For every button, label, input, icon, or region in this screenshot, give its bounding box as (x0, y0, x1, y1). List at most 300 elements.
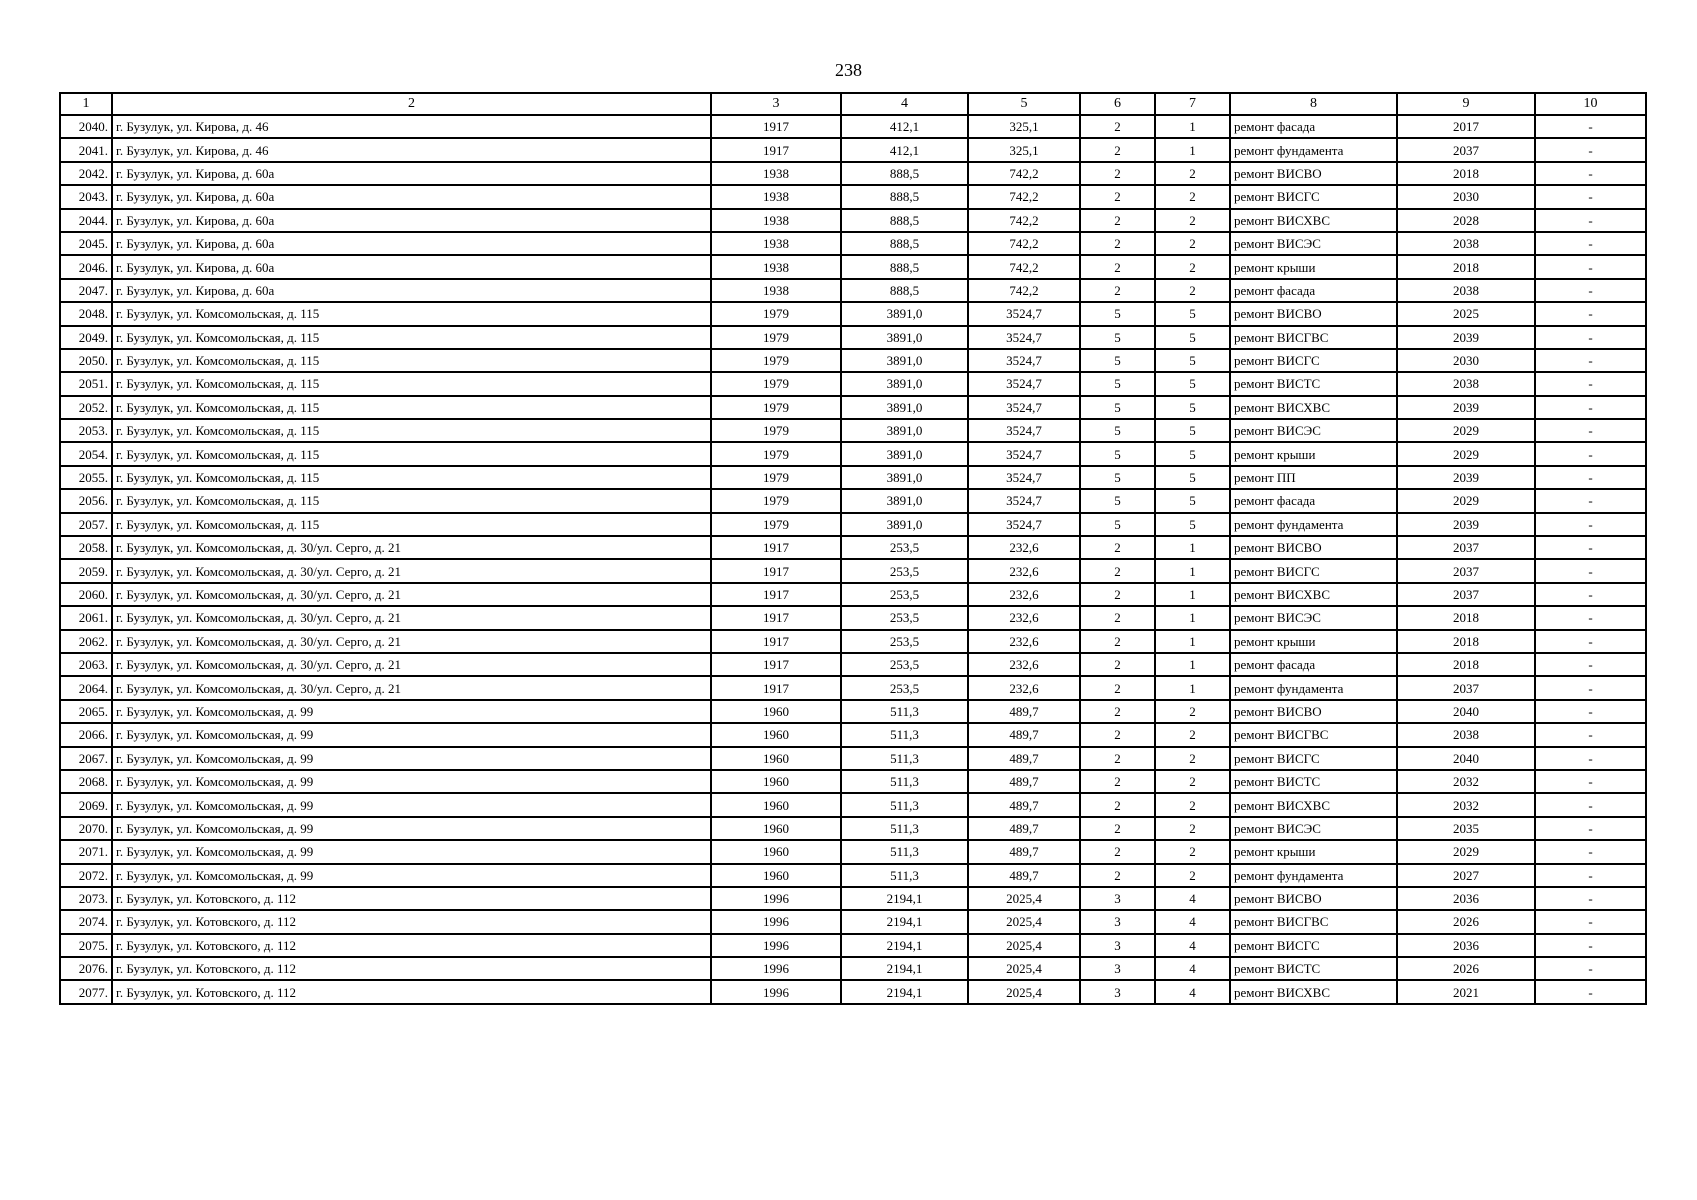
cell-work-type: ремонт ВИСГС (1230, 185, 1397, 208)
cell-note: - (1535, 302, 1646, 325)
cell-floors: 2 (1080, 864, 1155, 887)
cell-floors: 5 (1080, 302, 1155, 325)
cell-total-area: 3891,0 (841, 466, 968, 489)
table-row (60, 606, 1646, 629)
cell-work-type: ремонт ВИСЭС (1230, 419, 1397, 442)
cell-year-built: 1979 (711, 302, 841, 325)
cell-entrances: 2 (1155, 279, 1230, 302)
cell-floors: 5 (1080, 349, 1155, 372)
column-header-6: 6 (1080, 93, 1155, 115)
cell-note: - (1535, 255, 1646, 278)
cell-entrances: 4 (1155, 887, 1230, 910)
cell-work-type: ремонт ВИСТС (1230, 957, 1397, 980)
cell-floors: 3 (1080, 887, 1155, 910)
table-row (60, 162, 1646, 185)
cell-planned-year: 2036 (1397, 934, 1535, 957)
cell-entrances: 1 (1155, 606, 1230, 629)
cell-work-type: ремонт ВИСЭС (1230, 232, 1397, 255)
cell-work-type: ремонт фасада (1230, 279, 1397, 302)
cell-entrances: 2 (1155, 840, 1230, 863)
cell-total-area: 2194,1 (841, 910, 968, 933)
table-row (60, 770, 1646, 793)
cell-row-number: 2076. (60, 957, 112, 980)
cell-note: - (1535, 957, 1646, 980)
cell-floors: 2 (1080, 817, 1155, 840)
cell-entrances: 2 (1155, 864, 1230, 887)
cell-year-built: 1917 (711, 630, 841, 653)
cell-year-built: 1917 (711, 606, 841, 629)
cell-row-number: 2047. (60, 279, 112, 302)
table-row (60, 934, 1646, 957)
cell-work-type: ремонт ВИСВО (1230, 302, 1397, 325)
cell-entrances: 5 (1155, 466, 1230, 489)
cell-row-number: 2050. (60, 349, 112, 372)
cell-total-area: 511,3 (841, 747, 968, 770)
cell-year-built: 1938 (711, 255, 841, 278)
cell-address: г. Бузулук, ул. Котовского, д. 112 (112, 887, 711, 910)
cell-total-area: 2194,1 (841, 980, 968, 1003)
cell-living-area: 2025,4 (968, 934, 1080, 957)
cell-floors: 2 (1080, 653, 1155, 676)
cell-total-area: 511,3 (841, 700, 968, 723)
cell-floors: 5 (1080, 326, 1155, 349)
cell-note: - (1535, 653, 1646, 676)
cell-year-built: 1917 (711, 138, 841, 161)
table-row (60, 326, 1646, 349)
cell-work-type: ремонт ВИСГС (1230, 349, 1397, 372)
cell-floors: 3 (1080, 957, 1155, 980)
cell-row-number: 2060. (60, 583, 112, 606)
cell-total-area: 253,5 (841, 536, 968, 559)
cell-total-area: 412,1 (841, 115, 968, 138)
table-row (60, 840, 1646, 863)
cell-floors: 3 (1080, 980, 1155, 1003)
cell-year-built: 1917 (711, 115, 841, 138)
cell-row-number: 2072. (60, 864, 112, 887)
column-header-2: 2 (112, 93, 711, 115)
cell-year-built: 1996 (711, 957, 841, 980)
cell-year-built: 1960 (711, 817, 841, 840)
cell-living-area: 3524,7 (968, 349, 1080, 372)
cell-note: - (1535, 162, 1646, 185)
cell-note: - (1535, 817, 1646, 840)
cell-year-built: 1960 (711, 700, 841, 723)
cell-address: г. Бузулук, ул. Кирова, д. 46 (112, 115, 711, 138)
cell-floors: 5 (1080, 419, 1155, 442)
cell-floors: 2 (1080, 115, 1155, 138)
table-row (60, 817, 1646, 840)
cell-row-number: 2042. (60, 162, 112, 185)
table-row (60, 864, 1646, 887)
cell-total-area: 511,3 (841, 723, 968, 746)
cell-total-area: 3891,0 (841, 396, 968, 419)
cell-planned-year: 2037 (1397, 138, 1535, 161)
cell-entrances: 2 (1155, 162, 1230, 185)
cell-row-number: 2054. (60, 442, 112, 465)
cell-entrances: 4 (1155, 910, 1230, 933)
cell-floors: 2 (1080, 723, 1155, 746)
cell-address: г. Бузулук, ул. Комсомольская, д. 30/ул. Серго, д. 21 (112, 583, 711, 606)
cell-living-area: 232,6 (968, 676, 1080, 699)
cell-entrances: 4 (1155, 980, 1230, 1003)
cell-entrances: 2 (1155, 817, 1230, 840)
cell-living-area: 742,2 (968, 279, 1080, 302)
cell-row-number: 2070. (60, 817, 112, 840)
cell-row-number: 2051. (60, 372, 112, 395)
cell-floors: 5 (1080, 372, 1155, 395)
cell-address: г. Бузулук, ул. Комсомольская, д. 30/ул. Серго, д. 21 (112, 559, 711, 582)
cell-work-type: ремонт ВИСГС (1230, 934, 1397, 957)
cell-note: - (1535, 115, 1646, 138)
cell-note: - (1535, 279, 1646, 302)
cell-living-area: 3524,7 (968, 419, 1080, 442)
cell-planned-year: 2018 (1397, 162, 1535, 185)
cell-note: - (1535, 583, 1646, 606)
cell-living-area: 3524,7 (968, 302, 1080, 325)
cell-entrances: 5 (1155, 396, 1230, 419)
cell-year-built: 1996 (711, 910, 841, 933)
cell-living-area: 2025,4 (968, 957, 1080, 980)
cell-year-built: 1979 (711, 489, 841, 512)
cell-entrances: 5 (1155, 513, 1230, 536)
cell-work-type: ремонт фундамента (1230, 676, 1397, 699)
cell-floors: 2 (1080, 700, 1155, 723)
cell-total-area: 3891,0 (841, 419, 968, 442)
cell-note: - (1535, 840, 1646, 863)
cell-address: г. Бузулук, ул. Котовского, д. 112 (112, 957, 711, 980)
cell-address: г. Бузулук, ул. Комсомольская, д. 30/ул. Серго, д. 21 (112, 676, 711, 699)
cell-planned-year: 2037 (1397, 583, 1535, 606)
column-header-10: 10 (1535, 93, 1646, 115)
cell-entrances: 5 (1155, 326, 1230, 349)
cell-floors: 5 (1080, 442, 1155, 465)
cell-total-area: 3891,0 (841, 513, 968, 536)
cell-year-built: 1917 (711, 653, 841, 676)
cell-planned-year: 2028 (1397, 209, 1535, 232)
cell-work-type: ремонт ВИСХВС (1230, 980, 1397, 1003)
cell-year-built: 1979 (711, 442, 841, 465)
cell-work-type: ремонт ВИСВО (1230, 887, 1397, 910)
cell-row-number: 2077. (60, 980, 112, 1003)
cell-living-area: 232,6 (968, 630, 1080, 653)
cell-work-type: ремонт ВИСТС (1230, 770, 1397, 793)
table-row (60, 700, 1646, 723)
cell-address: г. Бузулук, ул. Кирова, д. 46 (112, 138, 711, 161)
cell-note: - (1535, 466, 1646, 489)
table-row (60, 957, 1646, 980)
table-row (60, 489, 1646, 512)
cell-entrances: 2 (1155, 770, 1230, 793)
table-row (60, 513, 1646, 536)
cell-entrances: 5 (1155, 372, 1230, 395)
cell-work-type: ремонт фасада (1230, 489, 1397, 512)
cell-year-built: 1996 (711, 887, 841, 910)
cell-work-type: ремонт крыши (1230, 840, 1397, 863)
cell-row-number: 2059. (60, 559, 112, 582)
cell-total-area: 253,5 (841, 630, 968, 653)
cell-work-type: ремонт фасада (1230, 115, 1397, 138)
cell-work-type: ремонт фундамента (1230, 864, 1397, 887)
cell-year-built: 1979 (711, 513, 841, 536)
cell-work-type: ремонт ВИСВО (1230, 536, 1397, 559)
table-row (60, 747, 1646, 770)
cell-entrances: 5 (1155, 489, 1230, 512)
cell-work-type: ремонт ПП (1230, 466, 1397, 489)
cell-total-area: 3891,0 (841, 326, 968, 349)
cell-living-area: 489,7 (968, 770, 1080, 793)
cell-floors: 2 (1080, 162, 1155, 185)
cell-address: г. Бузулук, ул. Комсомольская, д. 115 (112, 302, 711, 325)
table-row (60, 209, 1646, 232)
cell-living-area: 2025,4 (968, 980, 1080, 1003)
table-row (60, 583, 1646, 606)
cell-note: - (1535, 723, 1646, 746)
cell-total-area: 3891,0 (841, 442, 968, 465)
cell-entrances: 1 (1155, 115, 1230, 138)
cell-work-type: ремонт фасада (1230, 653, 1397, 676)
cell-planned-year: 2021 (1397, 980, 1535, 1003)
column-header-5: 5 (968, 93, 1080, 115)
cell-entrances: 2 (1155, 700, 1230, 723)
cell-planned-year: 2026 (1397, 910, 1535, 933)
cell-planned-year: 2039 (1397, 396, 1535, 419)
cell-total-area: 888,5 (841, 279, 968, 302)
cell-floors: 2 (1080, 676, 1155, 699)
cell-planned-year: 2037 (1397, 536, 1535, 559)
cell-note: - (1535, 185, 1646, 208)
cell-row-number: 2061. (60, 606, 112, 629)
cell-floors: 5 (1080, 396, 1155, 419)
cell-work-type: ремонт ВИСЭС (1230, 817, 1397, 840)
column-header-4: 4 (841, 93, 968, 115)
cell-work-type: ремонт фундамента (1230, 138, 1397, 161)
cell-work-type: ремонт крыши (1230, 442, 1397, 465)
cell-address: г. Бузулук, ул. Комсомольская, д. 99 (112, 723, 711, 746)
cell-total-area: 511,3 (841, 770, 968, 793)
cell-floors: 2 (1080, 840, 1155, 863)
cell-floors: 2 (1080, 583, 1155, 606)
cell-entrances: 5 (1155, 302, 1230, 325)
cell-living-area: 489,7 (968, 864, 1080, 887)
cell-note: - (1535, 910, 1646, 933)
cell-living-area: 232,6 (968, 606, 1080, 629)
cell-entrances: 1 (1155, 653, 1230, 676)
table-row (60, 232, 1646, 255)
cell-living-area: 232,6 (968, 559, 1080, 582)
cell-planned-year: 2029 (1397, 840, 1535, 863)
cell-year-built: 1979 (711, 419, 841, 442)
cell-address: г. Бузулук, ул. Комсомольская, д. 115 (112, 442, 711, 465)
cell-total-area: 511,3 (841, 840, 968, 863)
cell-planned-year: 2018 (1397, 630, 1535, 653)
cell-year-built: 1979 (711, 372, 841, 395)
cell-note: - (1535, 442, 1646, 465)
cell-note: - (1535, 489, 1646, 512)
cell-year-built: 1917 (711, 676, 841, 699)
table-row (60, 536, 1646, 559)
cell-note: - (1535, 209, 1646, 232)
cell-address: г. Бузулук, ул. Котовского, д. 112 (112, 934, 711, 957)
cell-note: - (1535, 606, 1646, 629)
table-row (60, 419, 1646, 442)
cell-entrances: 1 (1155, 630, 1230, 653)
cell-total-area: 511,3 (841, 864, 968, 887)
cell-floors: 2 (1080, 606, 1155, 629)
column-header-7: 7 (1155, 93, 1230, 115)
cell-address: г. Бузулук, ул. Комсомольская, д. 99 (112, 770, 711, 793)
table-row (60, 676, 1646, 699)
cell-work-type: ремонт ВИСХВС (1230, 793, 1397, 816)
cell-living-area: 3524,7 (968, 442, 1080, 465)
cell-row-number: 2068. (60, 770, 112, 793)
cell-planned-year: 2036 (1397, 887, 1535, 910)
cell-work-type: ремонт ВИСТС (1230, 372, 1397, 395)
cell-entrances: 2 (1155, 747, 1230, 770)
cell-total-area: 3891,0 (841, 302, 968, 325)
cell-total-area: 888,5 (841, 209, 968, 232)
cell-entrances: 5 (1155, 442, 1230, 465)
cell-entrances: 1 (1155, 536, 1230, 559)
cell-work-type: ремонт ВИСХВС (1230, 396, 1397, 419)
cell-planned-year: 2030 (1397, 185, 1535, 208)
cell-living-area: 742,2 (968, 162, 1080, 185)
cell-address: г. Бузулук, ул. Комсомольская, д. 99 (112, 747, 711, 770)
table-row (60, 185, 1646, 208)
cell-year-built: 1938 (711, 162, 841, 185)
cell-living-area: 232,6 (968, 583, 1080, 606)
cell-living-area: 489,7 (968, 840, 1080, 863)
table-row (60, 372, 1646, 395)
cell-address: г. Бузулук, ул. Комсомольская, д. 30/ул. Серго, д. 21 (112, 536, 711, 559)
cell-row-number: 2074. (60, 910, 112, 933)
cell-living-area: 489,7 (968, 817, 1080, 840)
cell-planned-year: 2037 (1397, 676, 1535, 699)
cell-entrances: 1 (1155, 138, 1230, 161)
cell-planned-year: 2037 (1397, 559, 1535, 582)
cell-total-area: 888,5 (841, 255, 968, 278)
table-row (60, 138, 1646, 161)
cell-planned-year: 2032 (1397, 793, 1535, 816)
cell-living-area: 3524,7 (968, 326, 1080, 349)
cell-year-built: 1960 (711, 723, 841, 746)
cell-total-area: 253,5 (841, 653, 968, 676)
cell-note: - (1535, 630, 1646, 653)
cell-address: г. Бузулук, ул. Котовского, д. 112 (112, 980, 711, 1003)
cell-planned-year: 2039 (1397, 466, 1535, 489)
page-number: 238 (835, 60, 862, 80)
cell-total-area: 511,3 (841, 793, 968, 816)
cell-floors: 2 (1080, 232, 1155, 255)
cell-floors: 2 (1080, 138, 1155, 161)
cell-total-area: 253,5 (841, 606, 968, 629)
cell-note: - (1535, 349, 1646, 372)
cell-year-built: 1917 (711, 536, 841, 559)
cell-address: г. Бузулук, ул. Кирова, д. 60а (112, 279, 711, 302)
column-header-8: 8 (1230, 93, 1397, 115)
cell-total-area: 511,3 (841, 817, 968, 840)
cell-address: г. Бузулук, ул. Котовского, д. 112 (112, 910, 711, 933)
cell-year-built: 1979 (711, 326, 841, 349)
cell-address: г. Бузулук, ул. Комсомольская, д. 99 (112, 864, 711, 887)
cell-entrances: 4 (1155, 957, 1230, 980)
cell-living-area: 742,2 (968, 232, 1080, 255)
cell-row-number: 2043. (60, 185, 112, 208)
table-row (60, 630, 1646, 653)
cell-living-area: 742,2 (968, 209, 1080, 232)
cell-total-area: 253,5 (841, 559, 968, 582)
cell-address: г. Бузулук, ул. Комсомольская, д. 30/ул. Серго, д. 21 (112, 653, 711, 676)
cell-address: г. Бузулук, ул. Комсомольская, д. 99 (112, 793, 711, 816)
cell-work-type: ремонт ВИСХВС (1230, 209, 1397, 232)
cell-note: - (1535, 232, 1646, 255)
cell-row-number: 2057. (60, 513, 112, 536)
cell-year-built: 1938 (711, 185, 841, 208)
cell-year-built: 1938 (711, 232, 841, 255)
cell-row-number: 2063. (60, 653, 112, 676)
cell-year-built: 1960 (711, 864, 841, 887)
cell-planned-year: 2027 (1397, 864, 1535, 887)
cell-living-area: 3524,7 (968, 513, 1080, 536)
cell-row-number: 2040. (60, 115, 112, 138)
cell-living-area: 742,2 (968, 185, 1080, 208)
cell-row-number: 2046. (60, 255, 112, 278)
cell-entrances: 2 (1155, 255, 1230, 278)
cell-planned-year: 2038 (1397, 279, 1535, 302)
cell-work-type: ремонт ВИСГС (1230, 559, 1397, 582)
cell-year-built: 1938 (711, 209, 841, 232)
cell-row-number: 2065. (60, 700, 112, 723)
cell-living-area: 232,6 (968, 653, 1080, 676)
table-row (60, 115, 1646, 138)
cell-address: г. Бузулук, ул. Комсомольская, д. 30/ул. Серго, д. 21 (112, 606, 711, 629)
cell-row-number: 2048. (60, 302, 112, 325)
cell-total-area: 888,5 (841, 185, 968, 208)
cell-floors: 2 (1080, 279, 1155, 302)
cell-year-built: 1960 (711, 747, 841, 770)
cell-note: - (1535, 934, 1646, 957)
cell-entrances: 2 (1155, 185, 1230, 208)
cell-work-type: ремонт фундамента (1230, 513, 1397, 536)
repair-schedule-table (59, 92, 1647, 1005)
cell-note: - (1535, 887, 1646, 910)
cell-address: г. Бузулук, ул. Комсомольская, д. 115 (112, 489, 711, 512)
table-row (60, 559, 1646, 582)
column-header-1: 1 (60, 93, 112, 115)
cell-floors: 2 (1080, 559, 1155, 582)
cell-row-number: 2067. (60, 747, 112, 770)
cell-planned-year: 2026 (1397, 957, 1535, 980)
cell-address: г. Бузулук, ул. Кирова, д. 60а (112, 185, 711, 208)
cell-row-number: 2052. (60, 396, 112, 419)
cell-total-area: 253,5 (841, 676, 968, 699)
cell-planned-year: 2025 (1397, 302, 1535, 325)
cell-entrances: 2 (1155, 232, 1230, 255)
cell-total-area: 888,5 (841, 232, 968, 255)
cell-work-type: ремонт ВИСГВС (1230, 910, 1397, 933)
cell-address: г. Бузулук, ул. Кирова, д. 60а (112, 162, 711, 185)
cell-note: - (1535, 676, 1646, 699)
cell-work-type: ремонт ВИСВО (1230, 700, 1397, 723)
cell-entrances: 2 (1155, 723, 1230, 746)
cell-floors: 2 (1080, 255, 1155, 278)
cell-floors: 3 (1080, 934, 1155, 957)
cell-row-number: 2069. (60, 793, 112, 816)
table-row (60, 396, 1646, 419)
cell-floors: 2 (1080, 747, 1155, 770)
cell-planned-year: 2029 (1397, 489, 1535, 512)
cell-address: г. Бузулук, ул. Комсомольская, д. 115 (112, 513, 711, 536)
cell-work-type: ремонт крыши (1230, 255, 1397, 278)
